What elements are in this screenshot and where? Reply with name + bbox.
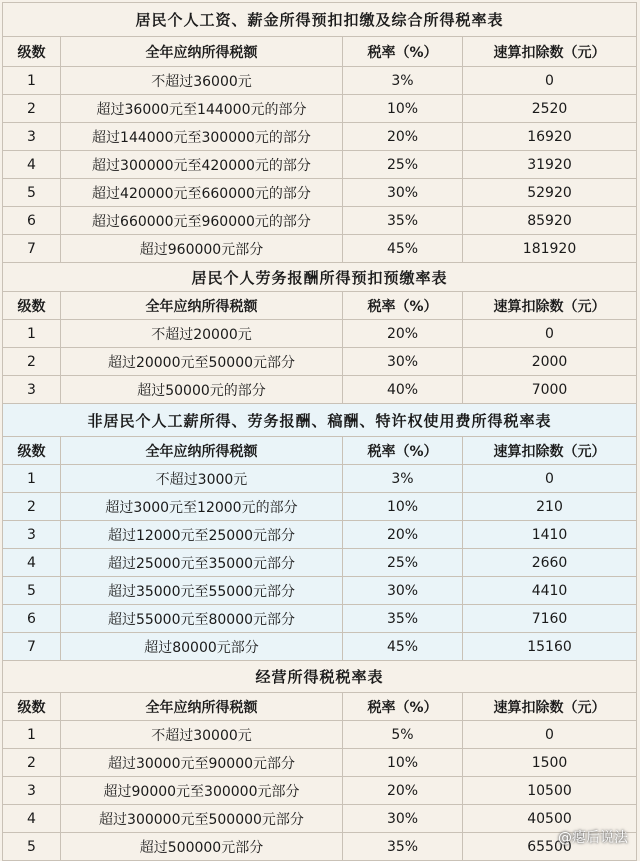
header-tax-rate: 税率（%） <box>343 437 463 465</box>
table-row <box>3 749 637 777</box>
header-tax-rate: 税率（%） <box>343 693 463 721</box>
header-level: 级数 <box>3 437 61 465</box>
tax-rate-table <box>2 2 637 861</box>
bracket-cell: 超过35000元至55000元部分 <box>61 577 343 605</box>
rate-cell: 10% <box>343 493 463 521</box>
level-cell: 1 <box>3 320 61 348</box>
table-row <box>3 833 637 861</box>
level-cell: 1 <box>3 465 61 493</box>
deduction-cell: 85920 <box>463 207 637 235</box>
header-taxable-income: 全年应纳所得税额 <box>61 292 343 320</box>
header-level: 级数 <box>3 37 61 67</box>
rate-cell: 35% <box>343 207 463 235</box>
bracket-cell: 超过500000元部分 <box>61 833 343 861</box>
level-cell: 1 <box>3 721 61 749</box>
bracket-cell: 超过55000元至80000元部分 <box>61 605 343 633</box>
table-row <box>3 95 637 123</box>
deduction-cell: 0 <box>463 67 637 95</box>
rate-cell: 30% <box>343 577 463 605</box>
table-row <box>3 320 637 348</box>
level-cell: 3 <box>3 123 61 151</box>
level-cell: 4 <box>3 151 61 179</box>
rate-cell: 35% <box>343 833 463 861</box>
deduction-cell: 181920 <box>463 235 637 263</box>
table-row <box>3 521 637 549</box>
header-level: 级数 <box>3 292 61 320</box>
level-cell: 2 <box>3 493 61 521</box>
header-tax-rate: 税率（%） <box>343 292 463 320</box>
table-row <box>3 633 637 661</box>
table-row <box>3 207 637 235</box>
rate-cell: 10% <box>343 749 463 777</box>
section-title: 居民个人劳务报酬所得预扣预缴率表 <box>3 263 637 292</box>
header-row <box>3 693 637 721</box>
section-title: 非居民个人工薪所得、劳务报酬、稿酬、特许权使用费所得税率表 <box>3 404 637 437</box>
level-cell: 3 <box>3 521 61 549</box>
level-cell: 7 <box>3 235 61 263</box>
header-quick-deduction: 速算扣除数（元） <box>463 37 637 67</box>
header-quick-deduction: 速算扣除数（元） <box>463 693 637 721</box>
level-cell: 2 <box>3 749 61 777</box>
bracket-cell: 超过3000元至12000元的部分 <box>61 493 343 521</box>
level-cell: 5 <box>3 577 61 605</box>
bracket-cell: 超过960000元部分 <box>61 235 343 263</box>
header-level: 级数 <box>3 693 61 721</box>
deduction-cell: 15160 <box>463 633 637 661</box>
table-title-row <box>3 661 637 693</box>
bracket-cell: 不超过36000元 <box>61 67 343 95</box>
deduction-cell: 210 <box>463 493 637 521</box>
level-cell: 5 <box>3 179 61 207</box>
table-row <box>3 465 637 493</box>
level-cell: 6 <box>3 605 61 633</box>
deduction-cell: 1500 <box>463 749 637 777</box>
header-taxable-income: 全年应纳所得税额 <box>61 37 343 67</box>
bracket-cell: 超过80000元部分 <box>61 633 343 661</box>
tax-rate-sheet <box>2 2 636 861</box>
bracket-cell: 超过25000元至35000元部分 <box>61 549 343 577</box>
header-row <box>3 437 637 465</box>
deduction-cell: 4410 <box>463 577 637 605</box>
bracket-cell: 超过20000元至50000元部分 <box>61 348 343 376</box>
deduction-cell: 7160 <box>463 605 637 633</box>
deduction-cell: 31920 <box>463 151 637 179</box>
watermark: @瘪后说法 <box>558 827 628 847</box>
table-row <box>3 376 637 404</box>
bracket-cell: 超过144000元至300000元的部分 <box>61 123 343 151</box>
table-row <box>3 605 637 633</box>
table-title-row <box>3 404 637 437</box>
table-row <box>3 577 637 605</box>
rate-cell: 10% <box>343 95 463 123</box>
level-cell: 5 <box>3 833 61 861</box>
bracket-cell: 超过30000元至90000元部分 <box>61 749 343 777</box>
table-row <box>3 721 637 749</box>
table-row <box>3 123 637 151</box>
table-title-row <box>3 3 637 37</box>
table-row <box>3 549 637 577</box>
table-row <box>3 777 637 805</box>
rate-cell: 35% <box>343 605 463 633</box>
header-row <box>3 37 637 67</box>
deduction-cell: 0 <box>463 721 637 749</box>
bracket-cell: 不超过20000元 <box>61 320 343 348</box>
rate-cell: 45% <box>343 235 463 263</box>
rate-cell: 25% <box>343 549 463 577</box>
header-quick-deduction: 速算扣除数（元） <box>463 437 637 465</box>
table-row <box>3 235 637 263</box>
level-cell: 4 <box>3 805 61 833</box>
rate-cell: 5% <box>343 721 463 749</box>
header-tax-rate: 税率（%） <box>343 37 463 67</box>
level-cell: 4 <box>3 549 61 577</box>
rate-cell: 20% <box>343 777 463 805</box>
table-row <box>3 67 637 95</box>
deduction-cell: 40500 <box>463 805 637 833</box>
table-row <box>3 348 637 376</box>
table-row <box>3 805 637 833</box>
deduction-cell: 2000 <box>463 348 637 376</box>
header-quick-deduction: 速算扣除数（元） <box>463 292 637 320</box>
bracket-cell: 超过300000元至420000元的部分 <box>61 151 343 179</box>
level-cell: 3 <box>3 376 61 404</box>
deduction-cell: 2660 <box>463 549 637 577</box>
level-cell: 7 <box>3 633 61 661</box>
rate-cell: 20% <box>343 123 463 151</box>
table-title-row <box>3 263 637 292</box>
deduction-cell: 16920 <box>463 123 637 151</box>
level-cell: 2 <box>3 95 61 123</box>
header-taxable-income: 全年应纳所得税额 <box>61 437 343 465</box>
deduction-cell: 52920 <box>463 179 637 207</box>
rate-cell: 20% <box>343 521 463 549</box>
bracket-cell: 超过50000元的部分 <box>61 376 343 404</box>
section-title: 经营所得税税率表 <box>3 661 637 693</box>
rate-cell: 20% <box>343 320 463 348</box>
table-row <box>3 151 637 179</box>
bracket-cell: 超过300000元至500000元部分 <box>61 805 343 833</box>
rate-cell: 3% <box>343 465 463 493</box>
bracket-cell: 超过12000元至25000元部分 <box>61 521 343 549</box>
rate-cell: 30% <box>343 179 463 207</box>
deduction-cell: 65500 <box>463 833 637 861</box>
bracket-cell: 不超过30000元 <box>61 721 343 749</box>
rate-cell: 40% <box>343 376 463 404</box>
table-row <box>3 493 637 521</box>
section-title: 居民个人工资、薪金所得预扣扣缴及综合所得税率表 <box>3 3 637 37</box>
deduction-cell: 0 <box>463 320 637 348</box>
bracket-cell: 不超过3000元 <box>61 465 343 493</box>
level-cell: 2 <box>3 348 61 376</box>
deduction-cell: 1410 <box>463 521 637 549</box>
rate-cell: 45% <box>343 633 463 661</box>
table-row <box>3 179 637 207</box>
level-cell: 1 <box>3 67 61 95</box>
header-taxable-income: 全年应纳所得税额 <box>61 693 343 721</box>
bracket-cell: 超过90000元至300000元部分 <box>61 777 343 805</box>
level-cell: 3 <box>3 777 61 805</box>
level-cell: 6 <box>3 207 61 235</box>
deduction-cell: 7000 <box>463 376 637 404</box>
bracket-cell: 超过36000元至144000元的部分 <box>61 95 343 123</box>
deduction-cell: 10500 <box>463 777 637 805</box>
bracket-cell: 超过660000元至960000元的部分 <box>61 207 343 235</box>
deduction-cell: 2520 <box>463 95 637 123</box>
rate-cell: 30% <box>343 805 463 833</box>
rate-cell: 25% <box>343 151 463 179</box>
header-row <box>3 292 637 320</box>
rate-cell: 3% <box>343 67 463 95</box>
rate-cell: 30% <box>343 348 463 376</box>
bracket-cell: 超过420000元至660000元的部分 <box>61 179 343 207</box>
deduction-cell: 0 <box>463 465 637 493</box>
